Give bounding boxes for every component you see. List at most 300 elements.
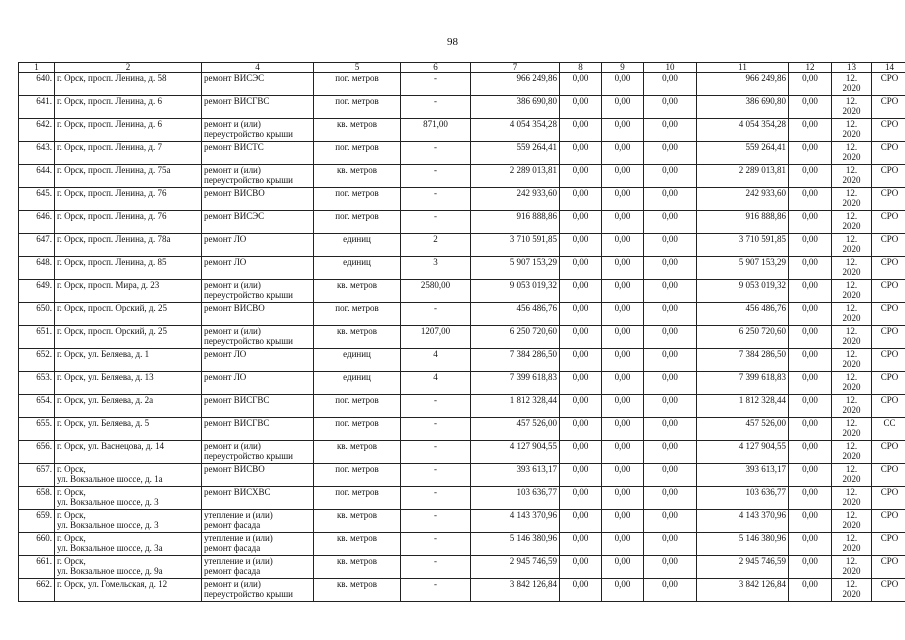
col8-cell: 0,00: [560, 165, 602, 188]
col12-cell: 0,00: [789, 464, 832, 487]
work-type-cell: [202, 280, 314, 303]
date-line: 2020: [842, 543, 861, 553]
address-cell: [55, 326, 202, 349]
date-line: 2020: [842, 520, 861, 530]
work-type-line: ремонт ВИСХВС: [204, 487, 271, 497]
date-line: 12.: [845, 326, 858, 336]
unit-cell: кв. метров: [314, 556, 401, 579]
address-cell: [55, 464, 202, 487]
col9-cell: 0,00: [602, 326, 644, 349]
completion-date-cell: [832, 73, 872, 96]
total-cost-cell: 2 945 746,59: [471, 556, 560, 579]
quantity-cell: -: [401, 487, 471, 510]
col10-cell: 0,00: [644, 395, 697, 418]
address-cell: [55, 533, 202, 556]
date-line: 12.: [845, 556, 858, 566]
col11-cost-cell: 6 250 720,60: [697, 326, 789, 349]
col10-cell: 0,00: [644, 326, 697, 349]
address-line: г. Орск, просп. Ленина, д. 6: [57, 96, 162, 106]
col8-cell: 0,00: [560, 303, 602, 326]
total-cost-cell: 2 289 013,81: [471, 165, 560, 188]
date-line: 12.: [845, 257, 858, 267]
total-cost-cell: 5 146 380,96: [471, 533, 560, 556]
col9-cell: 0,00: [602, 280, 644, 303]
work-type-line: ремонт ВИСТС: [204, 142, 264, 152]
date-line: 2020: [842, 382, 861, 392]
header-row: [19, 63, 905, 73]
date-line: 12.: [845, 73, 858, 83]
col8-cell: 0,00: [560, 579, 602, 602]
column-header: 7: [471, 63, 560, 73]
funding-source-cell: СРО: [872, 464, 905, 487]
work-type-cell: [202, 372, 314, 395]
col9-cell: 0,00: [602, 188, 644, 211]
completion-date-cell: [832, 556, 872, 579]
date-line: 12.: [845, 533, 858, 543]
funding-source-cell: СРО: [872, 487, 905, 510]
funding-source-cell: СРО: [872, 119, 905, 142]
completion-date-cell: [832, 257, 872, 280]
row-number: 646.: [19, 211, 55, 234]
work-type-cell: [202, 165, 314, 188]
address-cell: [55, 165, 202, 188]
date-line: 12.: [845, 119, 858, 129]
col12-cell: 0,00: [789, 395, 832, 418]
table-body: [19, 73, 905, 602]
table-row: [19, 188, 905, 211]
completion-date-cell: [832, 142, 872, 165]
unit-cell: пог. метров: [314, 418, 401, 441]
row-number: 659.: [19, 510, 55, 533]
col10-cell: 0,00: [644, 142, 697, 165]
col12-cell: 0,00: [789, 326, 832, 349]
date-line: 12.: [845, 395, 858, 405]
date-line: 2020: [842, 221, 861, 231]
date-line: 12.: [845, 211, 858, 221]
date-line: 12.: [845, 418, 858, 428]
row-number: 657.: [19, 464, 55, 487]
col9-cell: 0,00: [602, 303, 644, 326]
work-type-line: ремонт и (или): [204, 326, 261, 336]
col12-cell: 0,00: [789, 418, 832, 441]
unit-cell: кв. метров: [314, 280, 401, 303]
total-cost-cell: 1 812 328,44: [471, 395, 560, 418]
date-line: 2020: [842, 589, 861, 599]
funding-source-cell: СС: [872, 418, 905, 441]
work-type-cell: [202, 441, 314, 464]
address-line: ул. Вокзальное шоссе, д. 1а: [57, 474, 163, 484]
col9-cell: 0,00: [602, 257, 644, 280]
col8-cell: 0,00: [560, 510, 602, 533]
unit-cell: единиц: [314, 372, 401, 395]
work-type-cell: [202, 510, 314, 533]
col12-cell: 0,00: [789, 579, 832, 602]
col9-cell: 0,00: [602, 487, 644, 510]
unit-cell: пог. метров: [314, 303, 401, 326]
work-type-line: ремонт и (или): [204, 119, 261, 129]
col8-cell: 0,00: [560, 533, 602, 556]
work-type-line: переустройство крыши: [204, 290, 293, 300]
total-cost-cell: 5 907 153,29: [471, 257, 560, 280]
funding-source-cell: СРО: [872, 441, 905, 464]
funding-source-cell: СРО: [872, 349, 905, 372]
work-type-cell: [202, 211, 314, 234]
column-header: 6: [401, 63, 471, 73]
address-line: г. Орск, просп. Ленина, д. 85: [57, 257, 167, 267]
completion-date-cell: [832, 188, 872, 211]
col10-cell: 0,00: [644, 556, 697, 579]
total-cost-cell: 242 933,60: [471, 188, 560, 211]
col8-cell: 0,00: [560, 280, 602, 303]
quantity-cell: 2580,00: [401, 280, 471, 303]
col11-cost-cell: 966 249,86: [697, 73, 789, 96]
column-header: 10: [644, 63, 697, 73]
work-type-cell: [202, 326, 314, 349]
col9-cell: 0,00: [602, 579, 644, 602]
row-number: 653.: [19, 372, 55, 395]
work-type-line: переустройство крыши: [204, 336, 293, 346]
col8-cell: 0,00: [560, 395, 602, 418]
funding-source-cell: СРО: [872, 326, 905, 349]
funding-source-cell: СРО: [872, 257, 905, 280]
col10-cell: 0,00: [644, 96, 697, 119]
address-cell: [55, 303, 202, 326]
col10-cell: 0,00: [644, 372, 697, 395]
funding-source-cell: СРО: [872, 510, 905, 533]
completion-date-cell: [832, 464, 872, 487]
column-header: 1: [19, 63, 55, 73]
table-row: [19, 303, 905, 326]
quantity-cell: -: [401, 211, 471, 234]
address-line: г. Орск,: [57, 464, 86, 474]
col8-cell: 0,00: [560, 211, 602, 234]
work-type-line: ремонт ВИСГВС: [204, 96, 270, 106]
address-cell: [55, 96, 202, 119]
address-line: г. Орск, ул. Беляева, д. 13: [57, 372, 154, 382]
total-cost-cell: 966 249,86: [471, 73, 560, 96]
date-line: 2020: [842, 83, 861, 93]
col9-cell: 0,00: [602, 372, 644, 395]
col8-cell: 0,00: [560, 326, 602, 349]
col8-cell: 0,00: [560, 372, 602, 395]
col8-cell: 0,00: [560, 119, 602, 142]
col12-cell: 0,00: [789, 211, 832, 234]
work-type-line: ремонт и (или): [204, 280, 261, 290]
date-line: 2020: [842, 198, 861, 208]
table-row: [19, 418, 905, 441]
column-header: 5: [314, 63, 401, 73]
col11-cost-cell: 7 384 286,50: [697, 349, 789, 372]
work-type-line: ремонт ЛО: [204, 349, 247, 359]
total-cost-cell: 4 127 904,55: [471, 441, 560, 464]
completion-date-cell: [832, 579, 872, 602]
col11-cost-cell: 5 907 153,29: [697, 257, 789, 280]
row-number: 652.: [19, 349, 55, 372]
work-type-line: ремонт ВИСЭС: [204, 73, 265, 83]
completion-date-cell: [832, 96, 872, 119]
col12-cell: 0,00: [789, 533, 832, 556]
completion-date-cell: [832, 487, 872, 510]
col10-cell: 0,00: [644, 188, 697, 211]
table-row: [19, 211, 905, 234]
work-type-line: ремонт ВИСГВС: [204, 418, 270, 428]
funding-source-cell: СРО: [872, 165, 905, 188]
col8-cell: 0,00: [560, 556, 602, 579]
work-type-line: ремонт фасада: [204, 543, 261, 553]
col9-cell: 0,00: [602, 349, 644, 372]
row-number: 648.: [19, 257, 55, 280]
table-row: [19, 464, 905, 487]
funding-source-cell: СРО: [872, 372, 905, 395]
row-number: 642.: [19, 119, 55, 142]
address-line: г. Орск, ул. Беляева, д. 5: [57, 418, 150, 428]
address-cell: [55, 372, 202, 395]
funding-source-cell: СРО: [872, 211, 905, 234]
address-line: г. Орск,: [57, 487, 86, 497]
work-type-cell: [202, 418, 314, 441]
address-line: г. Орск, просп. Орский, д. 25: [57, 326, 167, 336]
address-line: г. Орск, ул. Васнецова, д. 14: [57, 441, 164, 451]
col10-cell: 0,00: [644, 234, 697, 257]
date-line: 2020: [842, 175, 861, 185]
col11-cost-cell: 457 526,00: [697, 418, 789, 441]
col12-cell: 0,00: [789, 73, 832, 96]
table-row: [19, 533, 905, 556]
date-line: 2020: [842, 451, 861, 461]
col8-cell: 0,00: [560, 73, 602, 96]
unit-cell: кв. метров: [314, 165, 401, 188]
total-cost-cell: 7 384 286,50: [471, 349, 560, 372]
work-type-cell: [202, 188, 314, 211]
date-line: 2020: [842, 267, 861, 277]
col9-cell: 0,00: [602, 234, 644, 257]
col11-cost-cell: 456 486,76: [697, 303, 789, 326]
table-row: [19, 579, 905, 602]
quantity-cell: -: [401, 303, 471, 326]
quantity-cell: -: [401, 73, 471, 96]
unit-cell: пог. метров: [314, 395, 401, 418]
work-type-line: ремонт ЛО: [204, 234, 247, 244]
address-cell: [55, 211, 202, 234]
row-number: 650.: [19, 303, 55, 326]
col12-cell: 0,00: [789, 303, 832, 326]
work-type-line: ремонт ВИСВО: [204, 188, 265, 198]
col9-cell: 0,00: [602, 119, 644, 142]
quantity-cell: -: [401, 556, 471, 579]
unit-cell: пог. метров: [314, 211, 401, 234]
col10-cell: 0,00: [644, 487, 697, 510]
work-type-cell: [202, 234, 314, 257]
work-type-line: утепление и (или): [204, 510, 273, 520]
col11-cost-cell: 386 690,80: [697, 96, 789, 119]
date-line: 2020: [842, 313, 861, 323]
unit-cell: пог. метров: [314, 73, 401, 96]
table-row: [19, 73, 905, 96]
quantity-cell: -: [401, 165, 471, 188]
funding-source-cell: СРО: [872, 188, 905, 211]
address-line: г. Орск, просп. Ленина, д. 76: [57, 188, 167, 198]
address-cell: [55, 73, 202, 96]
col12-cell: 0,00: [789, 257, 832, 280]
work-type-line: ремонт фасада: [204, 566, 261, 576]
col8-cell: 0,00: [560, 234, 602, 257]
date-line: 2020: [842, 405, 861, 415]
col8-cell: 0,00: [560, 142, 602, 165]
table-row: [19, 165, 905, 188]
unit-cell: кв. метров: [314, 326, 401, 349]
unit-cell: пог. метров: [314, 188, 401, 211]
total-cost-cell: 3 710 591,85: [471, 234, 560, 257]
date-line: 12.: [845, 188, 858, 198]
total-cost-cell: 916 888,86: [471, 211, 560, 234]
col12-cell: 0,00: [789, 510, 832, 533]
unit-cell: единиц: [314, 349, 401, 372]
row-number: 643.: [19, 142, 55, 165]
col9-cell: 0,00: [602, 418, 644, 441]
column-header: 11: [697, 63, 789, 73]
col12-cell: 0,00: [789, 165, 832, 188]
col11-cost-cell: 3 842 126,84: [697, 579, 789, 602]
work-type-line: ремонт фасада: [204, 520, 261, 530]
row-number: 641.: [19, 96, 55, 119]
col9-cell: 0,00: [602, 142, 644, 165]
funding-source-cell: СРО: [872, 533, 905, 556]
col11-cost-cell: 393 613,17: [697, 464, 789, 487]
work-type-line: ремонт и (или): [204, 579, 261, 589]
quantity-cell: -: [401, 96, 471, 119]
address-line: г. Орск,: [57, 556, 86, 566]
date-line: 12.: [845, 487, 858, 497]
unit-cell: кв. метров: [314, 510, 401, 533]
funding-source-cell: СРО: [872, 556, 905, 579]
column-header: 4: [202, 63, 314, 73]
address-line: ул. Вокзальное шоссе, д. 9а: [57, 566, 163, 576]
address-line: г. Орск, просп. Орский, д. 25: [57, 303, 167, 313]
row-number: 662.: [19, 579, 55, 602]
col12-cell: 0,00: [789, 349, 832, 372]
table-row: [19, 349, 905, 372]
col12-cell: 0,00: [789, 372, 832, 395]
quantity-cell: 4: [401, 372, 471, 395]
total-cost-cell: 9 053 019,32: [471, 280, 560, 303]
date-line: 12.: [845, 349, 858, 359]
col8-cell: 0,00: [560, 464, 602, 487]
col10-cell: 0,00: [644, 303, 697, 326]
col12-cell: 0,00: [789, 280, 832, 303]
quantity-cell: -: [401, 464, 471, 487]
completion-date-cell: [832, 349, 872, 372]
table-row: [19, 234, 905, 257]
unit-cell: пог. метров: [314, 142, 401, 165]
col9-cell: 0,00: [602, 96, 644, 119]
quantity-cell: -: [401, 579, 471, 602]
unit-cell: кв. метров: [314, 119, 401, 142]
total-cost-cell: 457 526,00: [471, 418, 560, 441]
address-line: г. Орск, просп. Ленина, д. 76: [57, 211, 167, 221]
col11-cost-cell: 2 945 746,59: [697, 556, 789, 579]
table-row: [19, 96, 905, 119]
col10-cell: 0,00: [644, 280, 697, 303]
repair-registry-table: [18, 62, 905, 602]
total-cost-cell: 6 250 720,60: [471, 326, 560, 349]
unit-cell: единиц: [314, 234, 401, 257]
funding-source-cell: СРО: [872, 234, 905, 257]
col11-cost-cell: 1 812 328,44: [697, 395, 789, 418]
table-row: [19, 257, 905, 280]
address-line: г. Орск, просп. Ленина, д. 7: [57, 142, 162, 152]
address-line: г. Орск, просп. Ленина, д. 6: [57, 119, 162, 129]
col9-cell: 0,00: [602, 441, 644, 464]
col9-cell: 0,00: [602, 533, 644, 556]
col10-cell: 0,00: [644, 418, 697, 441]
date-line: 2020: [842, 359, 861, 369]
funding-source-cell: СРО: [872, 142, 905, 165]
total-cost-cell: 386 690,80: [471, 96, 560, 119]
col12-cell: 0,00: [789, 441, 832, 464]
col10-cell: 0,00: [644, 441, 697, 464]
address-cell: [55, 188, 202, 211]
col8-cell: 0,00: [560, 96, 602, 119]
date-line: 12.: [845, 280, 858, 290]
work-type-cell: [202, 257, 314, 280]
unit-cell: единиц: [314, 257, 401, 280]
date-line: 12.: [845, 234, 858, 244]
quantity-cell: 2: [401, 234, 471, 257]
completion-date-cell: [832, 441, 872, 464]
address-cell: [55, 349, 202, 372]
total-cost-cell: 4 143 370,96: [471, 510, 560, 533]
completion-date-cell: [832, 533, 872, 556]
col9-cell: 0,00: [602, 510, 644, 533]
unit-cell: пог. метров: [314, 487, 401, 510]
col11-cost-cell: 559 264,41: [697, 142, 789, 165]
row-number: 661.: [19, 556, 55, 579]
address-cell: [55, 418, 202, 441]
address-line: г. Орск, ул. Беляева, д. 1: [57, 349, 150, 359]
address-line: г. Орск, просп. Ленина, д. 78а: [57, 234, 171, 244]
funding-source-cell: СРО: [872, 73, 905, 96]
completion-date-cell: [832, 165, 872, 188]
row-number: 660.: [19, 533, 55, 556]
completion-date-cell: [832, 119, 872, 142]
date-line: 12.: [845, 464, 858, 474]
quantity-cell: 871,00: [401, 119, 471, 142]
col11-cost-cell: 7 399 618,83: [697, 372, 789, 395]
work-type-cell: [202, 579, 314, 602]
address-line: ул. Вокзальное шоссе, д. 3а: [57, 543, 163, 553]
address-cell: [55, 234, 202, 257]
table-row: [19, 119, 905, 142]
work-type-line: ремонт ВИСЭС: [204, 211, 265, 221]
address-cell: [55, 142, 202, 165]
col9-cell: 0,00: [602, 395, 644, 418]
col10-cell: 0,00: [644, 73, 697, 96]
row-number: 649.: [19, 280, 55, 303]
address-line: г. Орск, просп. Ленина, д. 75а: [57, 165, 171, 175]
date-line: 12.: [845, 165, 858, 175]
work-type-line: ремонт и (или): [204, 441, 261, 451]
row-number: 645.: [19, 188, 55, 211]
quantity-cell: -: [401, 188, 471, 211]
col11-cost-cell: 242 933,60: [697, 188, 789, 211]
col11-cost-cell: 4 127 904,55: [697, 441, 789, 464]
column-header: 12: [789, 63, 832, 73]
col12-cell: 0,00: [789, 96, 832, 119]
date-line: 2020: [842, 244, 861, 254]
column-header: 8: [560, 63, 602, 73]
row-number: 655.: [19, 418, 55, 441]
work-type-line: переустройство крыши: [204, 451, 293, 461]
